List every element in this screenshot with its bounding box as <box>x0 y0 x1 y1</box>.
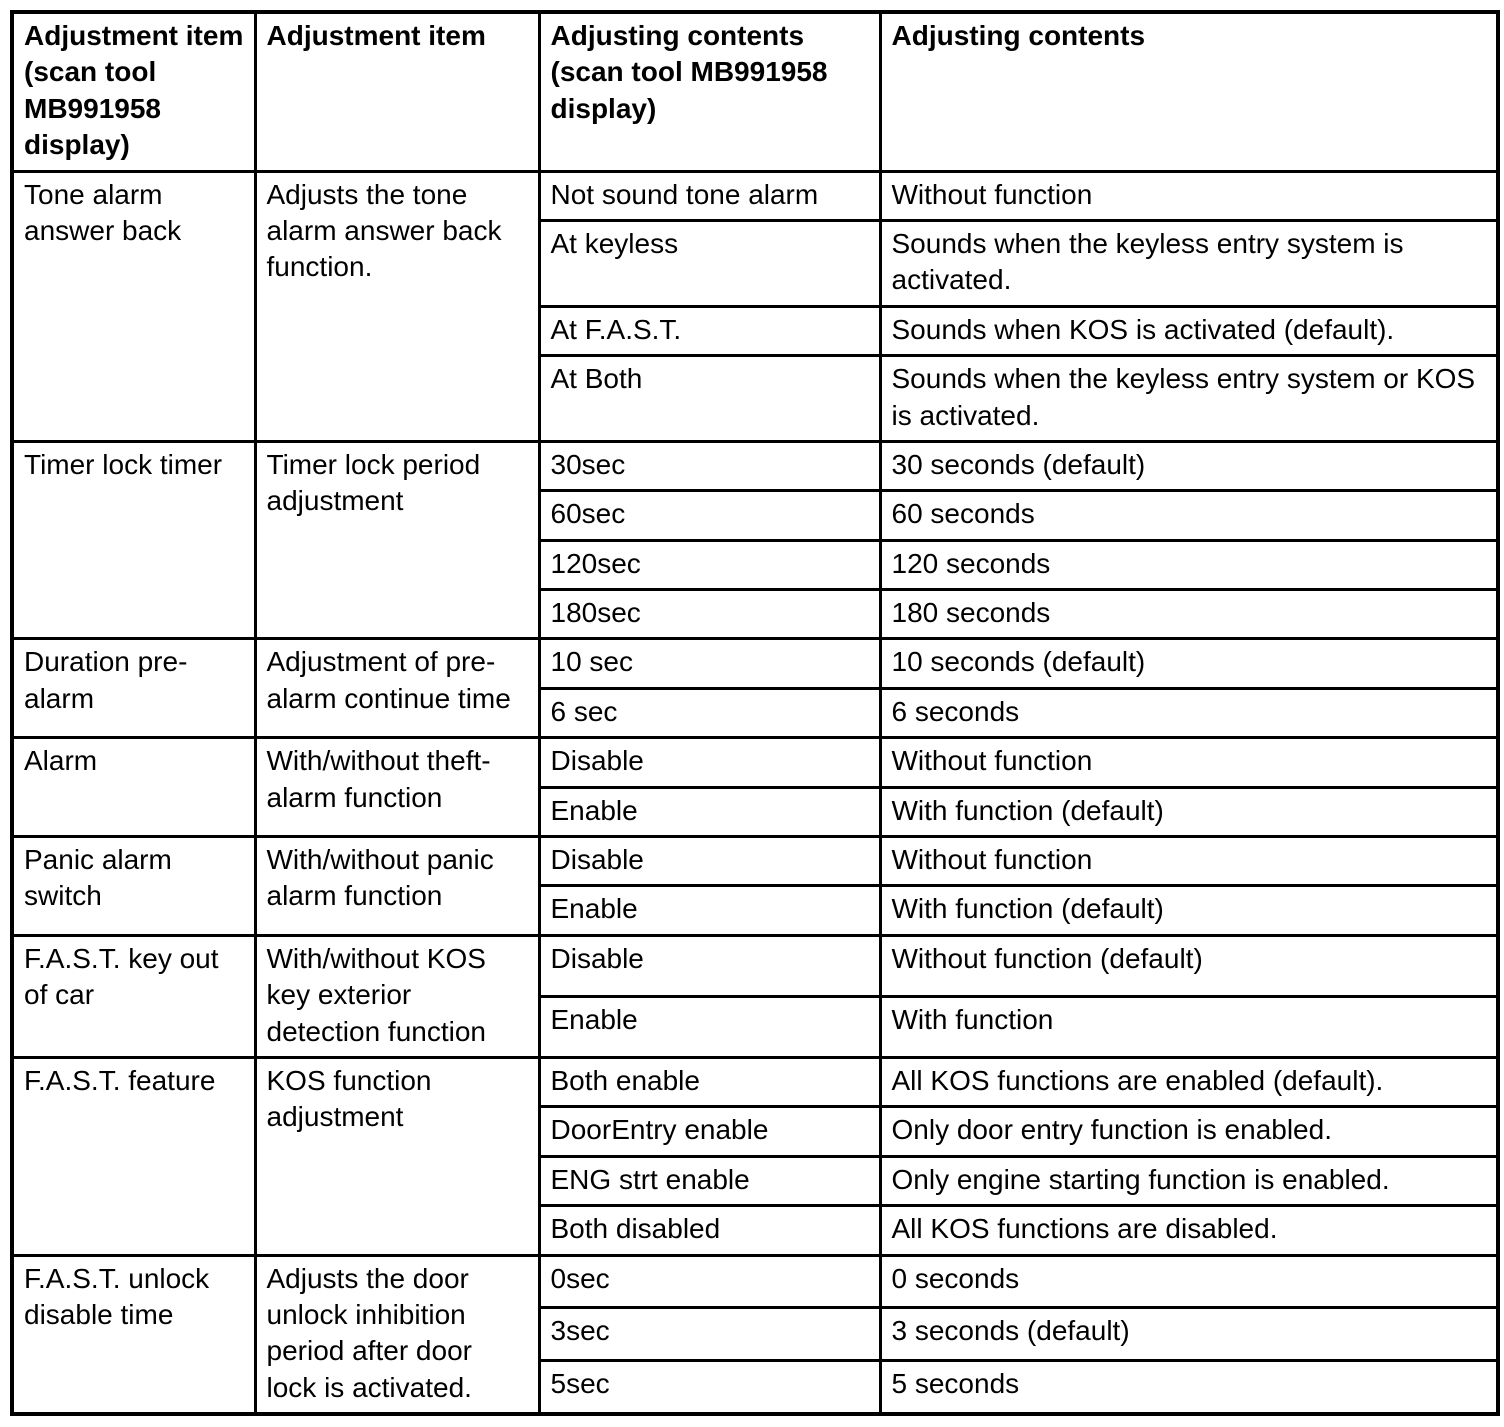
option-display-cell: 10 sec <box>539 639 880 688</box>
option-display-cell: 3sec <box>539 1308 880 1361</box>
option-display-cell: Both disabled <box>539 1206 880 1255</box>
adjustment-group <box>12 171 1498 441</box>
header-adjusting-contents-scan-tool: Adjusting contents (scan tool MB991958 display) <box>539 12 880 171</box>
item-description-cell: With/without panic alarm function <box>255 837 539 936</box>
item-cell: F.A.S.T. key out of car <box>12 935 255 1057</box>
option-display-cell: Disable <box>539 738 880 787</box>
table-header-row <box>12 12 1498 171</box>
option-content-cell: 60 seconds <box>880 491 1498 540</box>
item-description-cell: Timer lock period adjustment <box>255 441 539 639</box>
item-description-cell: Adjustment of pre-alarm continue time <box>255 639 539 738</box>
item-cell: F.A.S.T. feature <box>12 1057 255 1255</box>
item-cell: Alarm <box>12 738 255 837</box>
table-row <box>12 837 1498 886</box>
option-display-cell: Enable <box>539 787 880 836</box>
table-row <box>12 441 1498 490</box>
item-cell: Tone alarm answer back <box>12 171 255 441</box>
header-adjustment-item: Adjustment item <box>255 12 539 171</box>
table-row <box>12 1057 1498 1106</box>
option-content-cell: With function <box>880 996 1498 1057</box>
adjustment-group <box>12 935 1498 1057</box>
header-adjusting-contents: Adjusting contents <box>880 12 1498 171</box>
option-content-cell: Only engine starting function is enabled. <box>880 1156 1498 1205</box>
option-content-cell: Without function <box>880 171 1498 220</box>
item-description-cell: Adjusts the tone alarm answer back function. <box>255 171 539 441</box>
option-display-cell: Both enable <box>539 1057 880 1106</box>
table-row <box>12 639 1498 688</box>
option-content-cell: Without function <box>880 738 1498 787</box>
option-content-cell: With function (default) <box>880 787 1498 836</box>
option-display-cell: 5sec <box>539 1361 880 1414</box>
table-row <box>12 738 1498 787</box>
option-display-cell: At keyless <box>539 220 880 306</box>
adjustment-group <box>12 1057 1498 1255</box>
option-display-cell: Enable <box>539 996 880 1057</box>
adjustment-table <box>10 10 1500 1416</box>
option-display-cell: 0sec <box>539 1255 880 1308</box>
option-display-cell: Enable <box>539 886 880 935</box>
option-content-cell: All KOS functions are enabled (default). <box>880 1057 1498 1106</box>
item-cell: Duration pre-alarm <box>12 639 255 738</box>
option-display-cell: 60sec <box>539 491 880 540</box>
option-display-cell: ENG strt enable <box>539 1156 880 1205</box>
adjustment-group <box>12 1255 1498 1414</box>
item-description-cell: With/without theft-alarm function <box>255 738 539 837</box>
option-display-cell: DoorEntry enable <box>539 1107 880 1156</box>
option-display-cell: At F.A.S.T. <box>539 306 880 355</box>
option-content-cell: With function (default) <box>880 886 1498 935</box>
option-content-cell: 6 seconds <box>880 688 1498 737</box>
option-display-cell: Not sound tone alarm <box>539 171 880 220</box>
table-row <box>12 935 1498 996</box>
option-content-cell: 0 seconds <box>880 1255 1498 1308</box>
item-description-cell: KOS function adjustment <box>255 1057 539 1255</box>
option-content-cell: Sounds when the keyless entry system or KOS is activated. <box>880 356 1498 442</box>
option-display-cell: Disable <box>539 935 880 996</box>
option-content-cell: Sounds when KOS is activated (default). <box>880 306 1498 355</box>
option-content-cell: All KOS functions are disabled. <box>880 1206 1498 1255</box>
item-description-cell: With/without KOS key exterior detection function <box>255 935 539 1057</box>
table-row <box>12 171 1498 220</box>
adjustment-group <box>12 441 1498 639</box>
option-content-cell: 30 seconds (default) <box>880 441 1498 490</box>
adjustment-group <box>12 837 1498 936</box>
option-display-cell: Disable <box>539 837 880 886</box>
option-content-cell: Without function (default) <box>880 935 1498 996</box>
table-row <box>12 1255 1498 1308</box>
header-adjustment-item-scan-tool: Adjustment item (scan tool MB991958 display) <box>12 12 255 171</box>
option-display-cell: 30sec <box>539 441 880 490</box>
option-display-cell: 180sec <box>539 590 880 639</box>
option-content-cell: 180 seconds <box>880 590 1498 639</box>
option-content-cell: 3 seconds (default) <box>880 1308 1498 1361</box>
option-content-cell: 120 seconds <box>880 540 1498 589</box>
option-content-cell: Sounds when the keyless entry system is activated. <box>880 220 1498 306</box>
option-content-cell: 10 seconds (default) <box>880 639 1498 688</box>
item-description-cell: Adjusts the door unlock inhibition period after door lock is activated. <box>255 1255 539 1414</box>
adjustment-group <box>12 639 1498 738</box>
option-content-cell: Without function <box>880 837 1498 886</box>
adjustment-group <box>12 738 1498 837</box>
item-cell: Panic alarm switch <box>12 837 255 936</box>
option-display-cell: 120sec <box>539 540 880 589</box>
option-content-cell: 5 seconds <box>880 1361 1498 1414</box>
option-content-cell: Only door entry function is enabled. <box>880 1107 1498 1156</box>
item-cell: Timer lock timer <box>12 441 255 639</box>
item-cell: F.A.S.T. unlock disable time <box>12 1255 255 1414</box>
option-display-cell: 6 sec <box>539 688 880 737</box>
option-display-cell: At Both <box>539 356 880 442</box>
